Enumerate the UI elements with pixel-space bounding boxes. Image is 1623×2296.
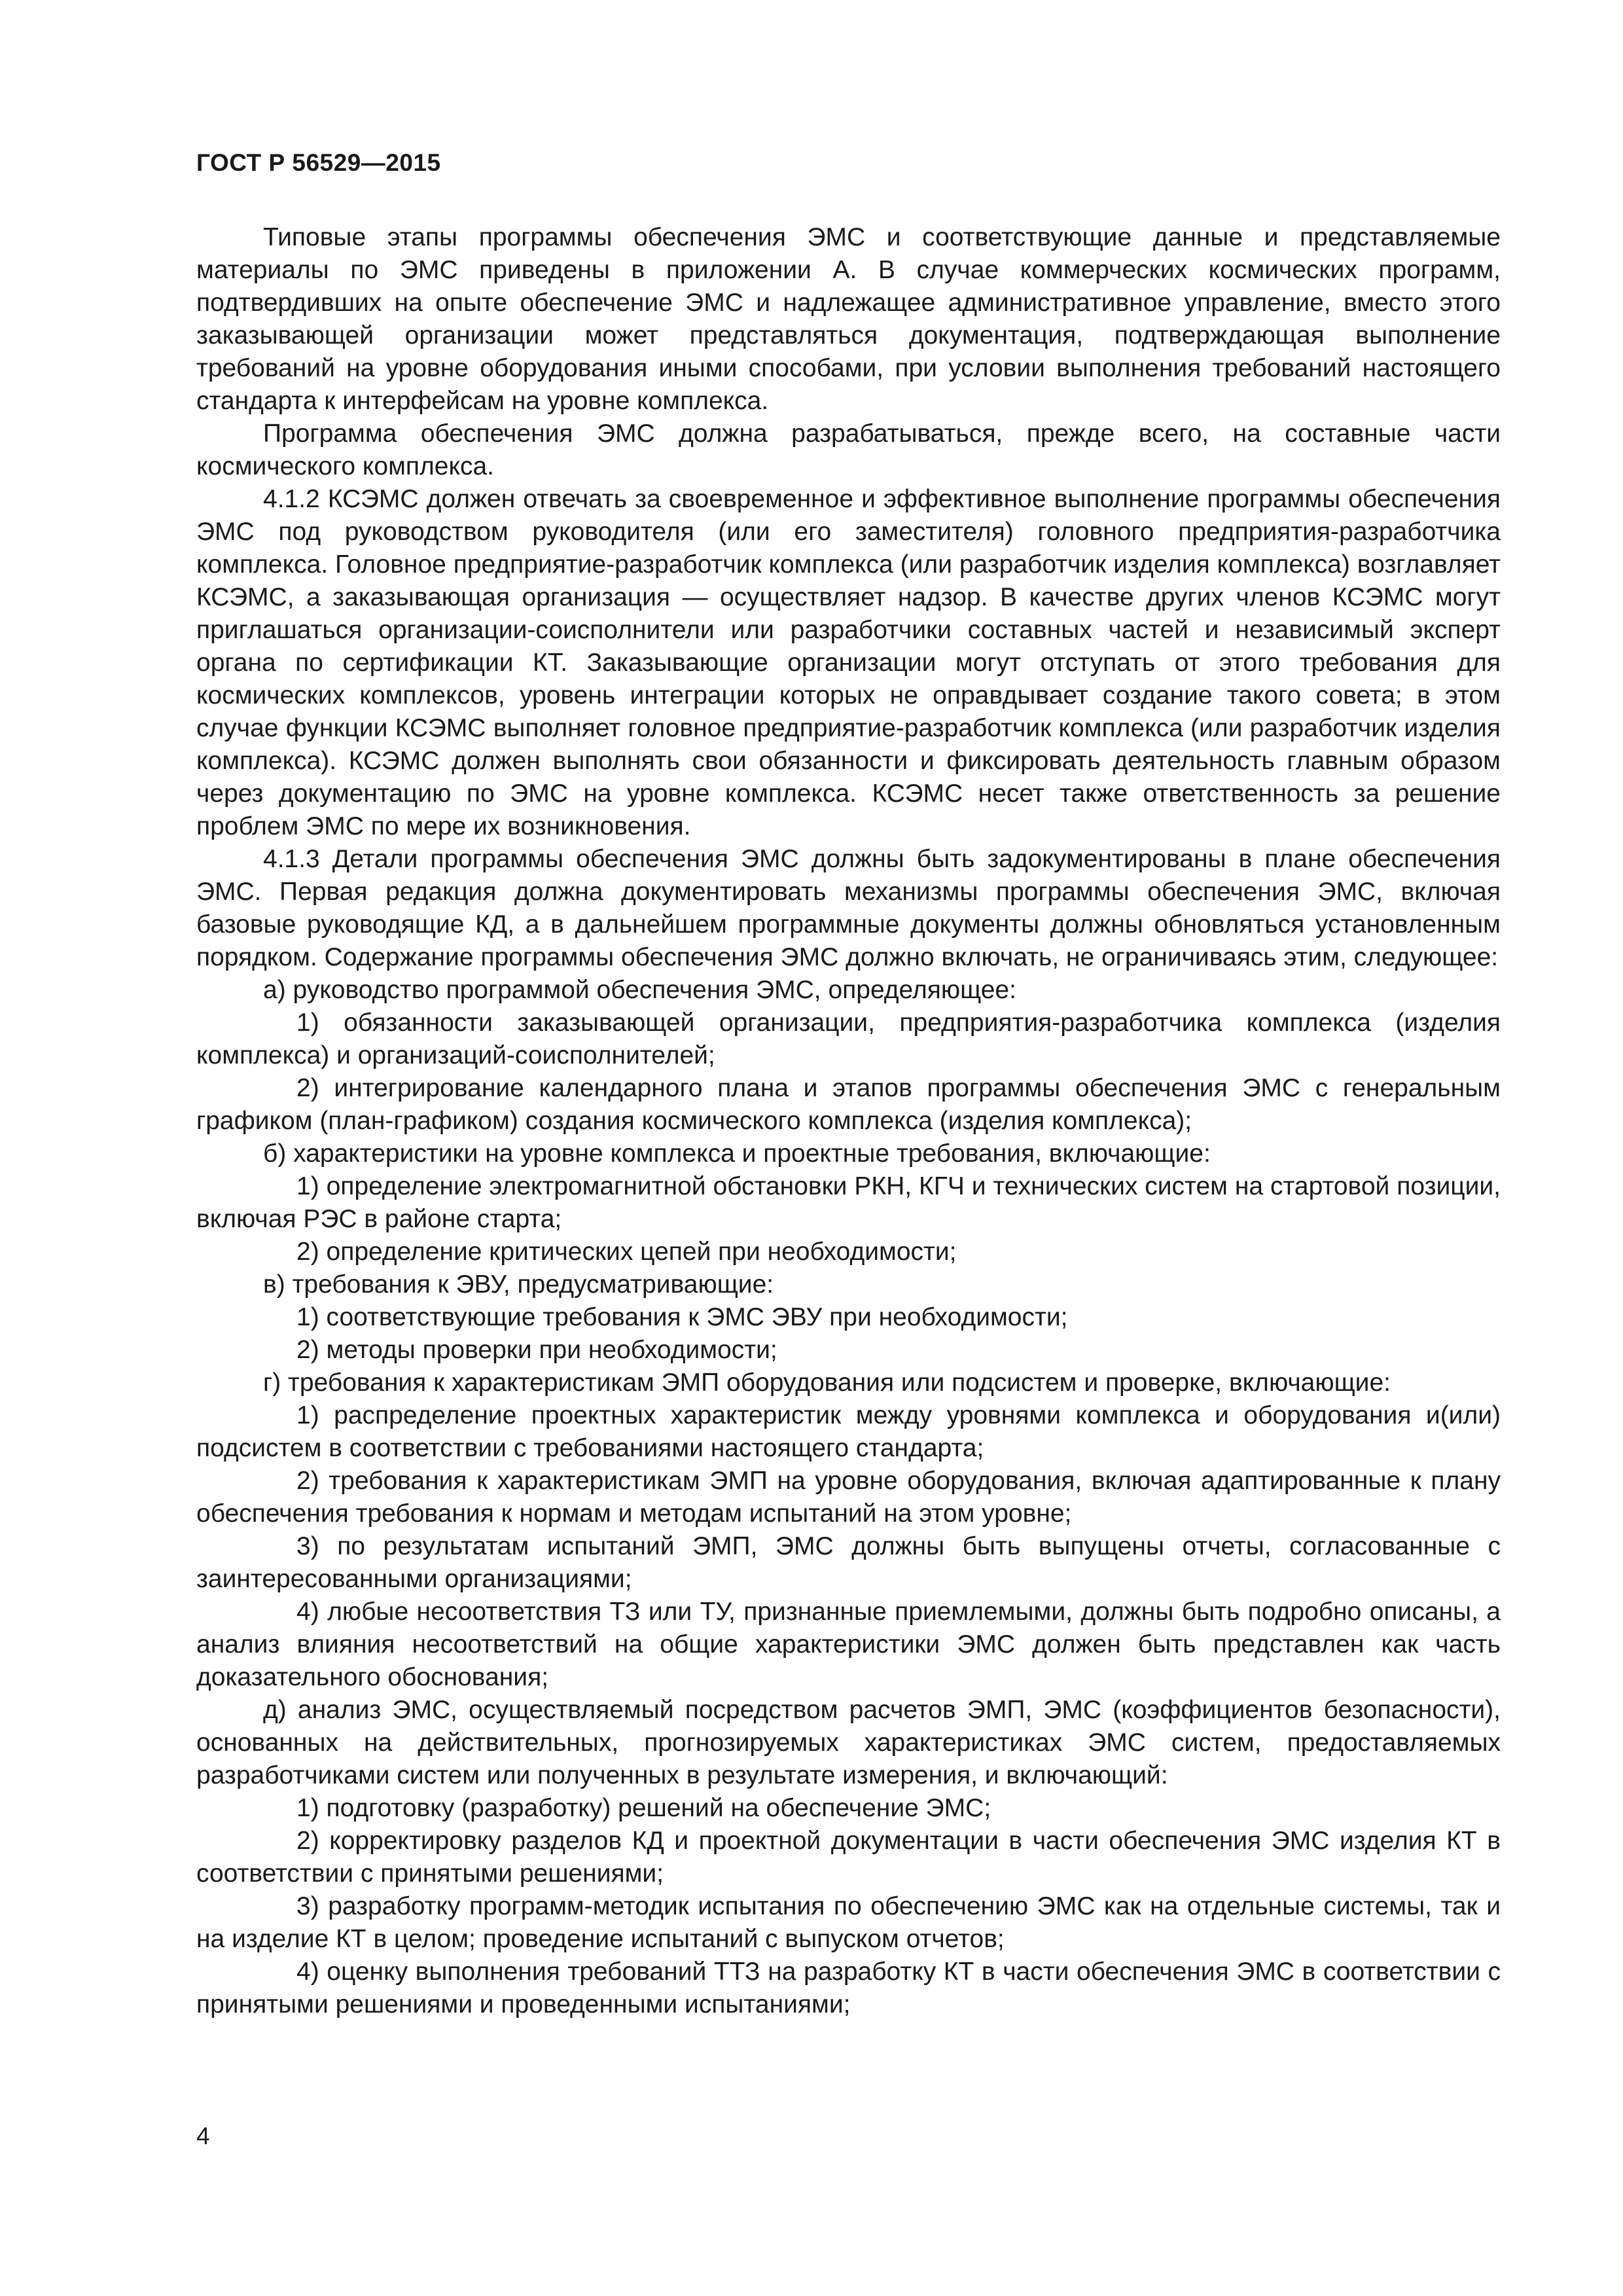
paragraph: 2) интегрирование календарного плана и этапов программы обеспечения ЭМС с генеральным графиком (план-графиком) создания космического комплекса (изделия комплекса); [196,1074,1501,1135]
paragraph: в) требования к ЭВУ, предусматривающие: [263,1270,774,1299]
paragraph: 3) разработку программ-методик испытания по обеспечению ЭМС как на отдельные системы, так и на изделие КТ в целом; проведение испытаний с выпуском отчетов; [196,1892,1501,1953]
document-body [196,221,1501,2021]
paragraph: 1) подготовку (разработку) решений на обеспечение ЭМС; [296,1794,991,1822]
paragraph: 2) определение критических цепей при необходимости; [296,1238,957,1266]
paragraph: 1) соответствующие требования к ЭМС ЭВУ при необходимости; [296,1303,1068,1331]
paragraph: д) анализ ЭМС, осуществляемый посредством расчетов ЭМП, ЭМС (коэффициентов безопасности), основанных на действительных, прогнозируемых характеристиках ЭМС систем, предоставляемых разработчиками систем или полученных в результате измерения, и включающий: [196,1696,1501,1789]
paragraph: 1) распределение проектных характеристик между уровнями комплекса и оборудования и(или) подсистем в соответствии с требованиями настоящего стандарта; [196,1401,1501,1462]
page-number: 4 [196,2123,210,2149]
paragraph: 4) любые несоответствия ТЗ или ТУ, признанные приемлемыми, должны быть подробно описаны, а анализ влияния несоответствий на общие характеристики ЭМС должен быть представлен как часть доказательного обоснования; [196,1598,1501,1691]
paragraph: 1) обязанности заказывающей организации, предприятия-разработчика комплекса (изделия комплекса) и организаций-соисполнителей; [196,1009,1501,1069]
paragraph: 2) корректировку разделов КД и проектной документации в части обеспечения ЭМС изделия КТ в соответствии с принятыми решениями; [196,1827,1501,1888]
paragraph: б) характеристики на уровне комплекса и проектные требования, включающие: [263,1139,1211,1168]
paragraph: 2) требования к характеристикам ЭМП на уровне оборудования, включая адаптированные к плану обеспечения требования к нормам и методам испытаний на этом уровне; [196,1467,1501,1528]
paragraph: 1) определение электромагнитной обстановки РКН, КГЧ и технических систем на стартовой позиции, включая РЭС в районе старта; [196,1172,1501,1233]
paragraph: 4.1.2 КСЭМС должен отвечать за своевременное и эффективное выполнение программы обеспечения ЭМС под руководством руководителя (или его заместителя) головного предприятия-разработчика комплекса. Головное предприятие-разработчик комплекса (или разработчик изделия комплекса) возглавляет КСЭМС, а заказывающая организация — осуществляет надзор. В качестве других членов КСЭМС могут приглашаться организации-соисполнители или разработчики составных частей и независимый эксперт органа по сертификации КТ. Заказывающие организации могут отступать от этого требования для космических комплексов, уровень интеграции которых не оправдывает создание такого совета; в этом случае функции КСЭМС выполняет головное предприятие-разработчик комплекса (или разработчик изделия комплекса). КСЭМС должен выполнять свои обязанности и фиксировать деятельность главным образом через документацию по ЭМС на уровне комплекса. КСЭМС несет также ответственность за решение проблем ЭМС по мере их возникновения. [196,485,1501,840]
paragraph: Программа обеспечения ЭМС должна разрабатываться, прежде всего, на составные части космического комплекса. [196,420,1501,480]
paragraph: 2) методы проверки при необходимости; [296,1336,777,1364]
paragraph: 4) оценку выполнения требований ТТЗ на разработку КТ в части обеспечения ЭМС в соответствии с принятыми решениями и проведенными испытаниями; [196,1958,1501,2018]
paragraph: 4.1.3 Детали программы обеспечения ЭМС должны быть задокументированы в плане обеспечения ЭМС. Первая редакция должна документировать механизмы программы обеспечения ЭМС, включая базовые руководящие КД, а в дальнейшем программные документы должны обновляться установленным порядком. Содержание программы обеспечения ЭМС должно включать, не ограничиваясь этим, следующее: [196,845,1501,971]
paragraph: 3) по результатам испытаний ЭМП, ЭМС должны быть выпущены отчеты, согласованные с заинтересованными организациями; [196,1532,1501,1593]
paragraph: а) руководство программой обеспечения ЭМС, определяющее: [263,976,1016,1004]
paragraph: Типовые этапы программы обеспечения ЭМС и соответствующие данные и представляемые материалы по ЭМС приведены в приложении А. В случае коммерческих космических программ, подтвердивших на опыте обеспечение ЭМС и надлежащее административное управление, вместо этого заказывающей организации может представляться документация, подтверждающая выполнение требований на уровне оборудования иными способами, при условии выполнения требований настоящего стандарта к интерфейсам на уровне комплекса. [196,223,1501,415]
document-header: ГОСТ Р 56529—2015 [196,149,441,176]
paragraph: г) требования к характеристикам ЭМП оборудования или подсистем и проверке, включающие: [263,1369,1391,1397]
